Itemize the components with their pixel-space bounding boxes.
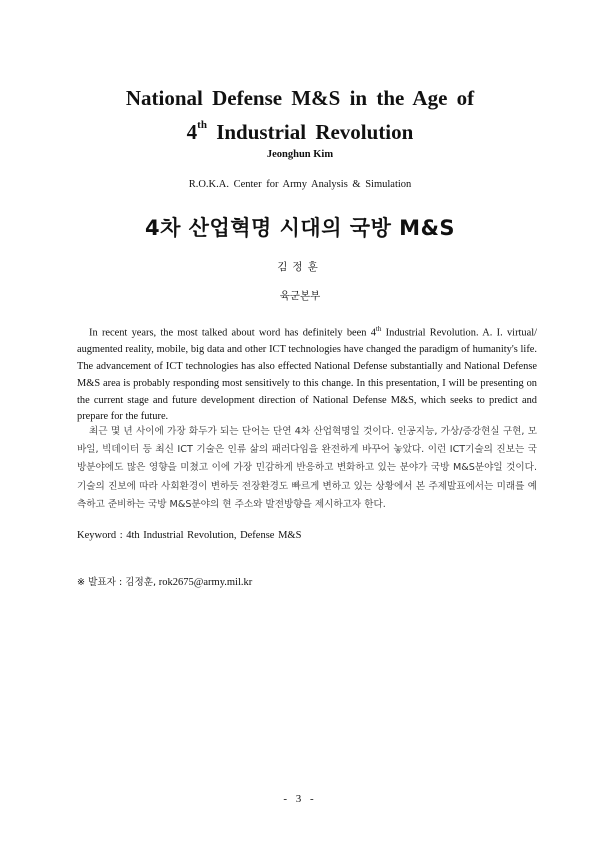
korean-affiliation: 육군본부 — [279, 290, 321, 302]
title-line-2 — [60, 113, 540, 147]
author-name: Jeonghun Kim — [266, 149, 334, 160]
presenter-note — [77, 574, 252, 588]
presenter-label: ※ 발표자 : 김정훈, — [77, 577, 157, 588]
korean-abstract-text: 최근 몇 년 사이에 가장 화두가 되는 단어는 단연 4차 산업혁명일 것이다. 인공지능, 가상/증강현실 구현, 모바일, 빅데이터 등 최신 ICT 기술은 인류 삶의 패러다임을 완전하게 바꾸어 놓았다. 이런 ICT기술의 진보는 국방분야에도 많은 영향을 미쳤고 이에 가장 민감하게 반응하고 변화하고 있는 분야가 국방 M&S분야일 것이다. 기술의 진보에 따라 사회환경이 변하듯 전장환경도 빠르게 변하고 있는 상황에서 본 주제발표에서는 미래를 예측하고 준비하는 국방 M&S분야의 현 주소와 발전방향을 제시하고자 한다. — [77, 426, 537, 510]
presenter-email: rok2675@army.mil.kr — [158, 577, 253, 588]
page-number: - 3 - — [283, 793, 317, 805]
korean-author-name: 김정훈 — [277, 261, 323, 273]
title-line-2-text: Industrial Revolution — [216, 120, 414, 144]
abstract-text-start: In recent years, the most talked about word has definitely been 4 — [89, 327, 376, 339]
paper-title — [60, 83, 540, 147]
korean-abstract — [77, 423, 537, 514]
title-line-1: National Defense M&S in the Age of — [125, 86, 475, 110]
title-ordinal-number: 4 — [186, 120, 198, 144]
abstract-text-rest: Industrial Revolution. A. I. virtual/ augmented reality, mobile, big data and other ICT technologies have changed the paradigm of humanity's life. The advancement of ICT technologies has also effected National Defense substantially and National Defense M&S area is probably responding most sensitively to this change. In this presentation, I will be presenting on the current stage and future development direction of National Defense M&S, which seeks to predict and prepare for the future. — [77, 327, 538, 423]
title-ordinal-suffix: th — [197, 119, 207, 131]
abstract-ordinal-suffix: th — [375, 325, 382, 333]
keywords: Keyword : 4th Industrial Revolution, Defense M&S — [77, 530, 302, 541]
korean-title: 4차 산업혁명 시대의 국방 M&S — [144, 216, 456, 240]
author-affiliation: R.O.K.A. Center for Army Analysis & Simulation — [188, 179, 412, 190]
english-abstract — [77, 321, 537, 426]
